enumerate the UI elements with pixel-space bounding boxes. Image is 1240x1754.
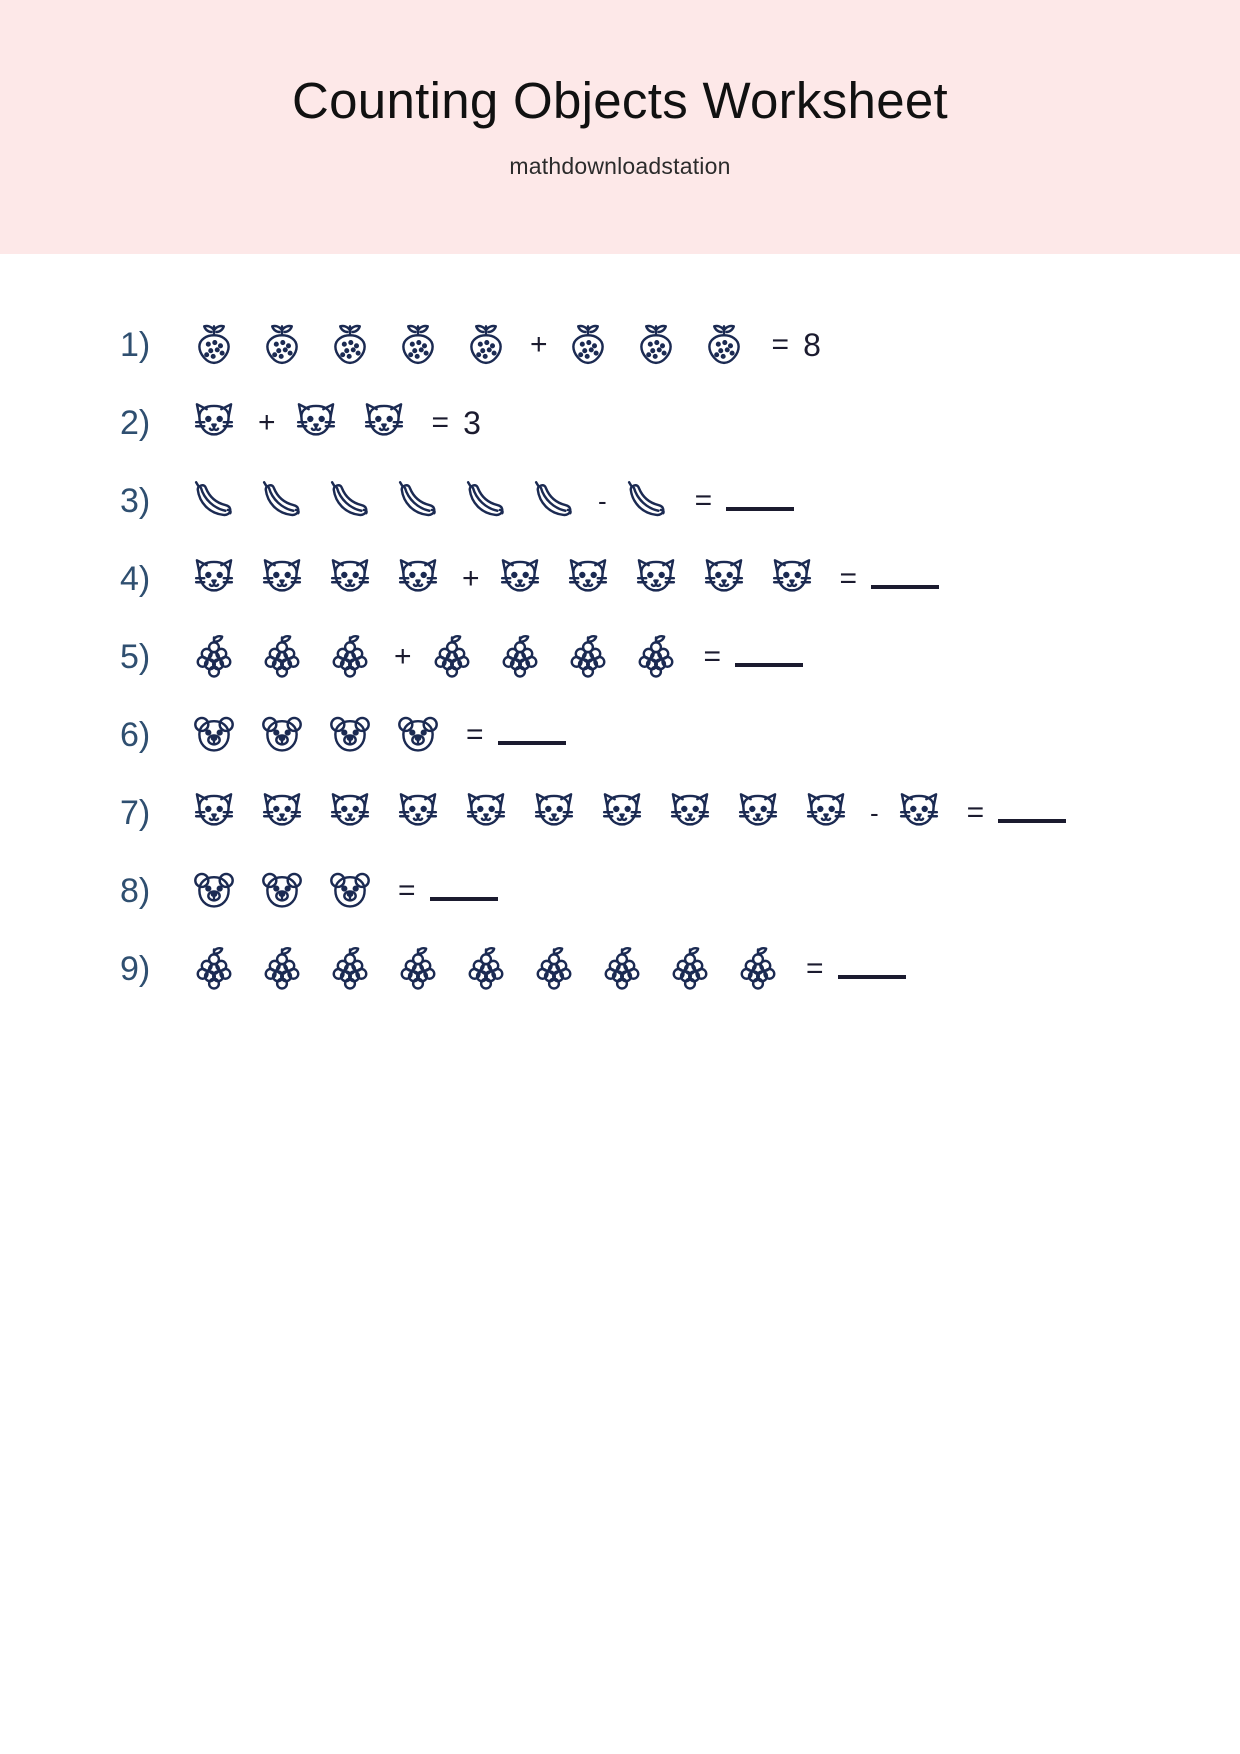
cat-face-icon — [562, 553, 614, 605]
cat-face-icon — [256, 787, 308, 839]
operator-symbol: + — [530, 328, 548, 361]
strawberry-icon — [630, 319, 682, 371]
banana-icon — [188, 475, 240, 527]
cat-face-icon — [358, 397, 410, 449]
object-group — [426, 631, 698, 683]
grapes-icon — [324, 943, 376, 995]
object-group — [188, 397, 256, 449]
cat-face-icon — [392, 787, 444, 839]
equals-symbol: = — [431, 406, 450, 439]
bear-face-icon — [188, 865, 240, 917]
cat-face-icon — [188, 553, 240, 605]
grapes-icon — [426, 631, 478, 683]
object-group — [188, 319, 528, 371]
grapes-icon — [664, 943, 716, 995]
banana-icon — [392, 475, 444, 527]
grapes-icon — [188, 631, 240, 683]
cat-face-icon — [290, 397, 342, 449]
answer-blank[interactable] — [735, 643, 803, 667]
strawberry-icon — [460, 319, 512, 371]
equals-symbol: = — [703, 640, 722, 673]
problem-body — [188, 943, 906, 995]
page-title: Counting Objects Worksheet — [291, 72, 948, 129]
banana-icon — [256, 475, 308, 527]
cat-face-icon — [528, 787, 580, 839]
equals-symbol: = — [839, 562, 858, 595]
problem-body — [188, 787, 1066, 839]
bear-face-icon — [392, 709, 444, 761]
problem-number: 6) — [120, 716, 151, 754]
object-group — [188, 943, 800, 995]
banana-icon — [621, 475, 673, 527]
equals-symbol: = — [694, 484, 713, 517]
problem-number: 9) — [120, 950, 151, 988]
equals-symbol: = — [398, 874, 416, 907]
problem-row — [0, 852, 1240, 930]
problem-row — [0, 540, 1240, 618]
cat-face-icon — [766, 553, 818, 605]
answer-blank[interactable] — [726, 487, 794, 511]
cat-face-icon — [494, 553, 546, 605]
grapes-icon — [460, 943, 512, 995]
banana-icon — [324, 475, 376, 527]
object-group — [188, 709, 460, 761]
answer-blank[interactable] — [998, 799, 1066, 823]
grapes-icon — [494, 631, 546, 683]
problem-number: 1) — [120, 326, 151, 364]
object-group — [188, 787, 868, 839]
answer-blank[interactable] — [430, 877, 498, 901]
problem-row — [0, 306, 1240, 384]
cat-face-icon — [324, 553, 376, 605]
cat-face-icon — [460, 787, 512, 839]
bear-face-icon — [324, 709, 376, 761]
object-group — [188, 631, 392, 683]
cat-face-icon — [732, 787, 784, 839]
grapes-icon — [732, 943, 784, 995]
object-group — [290, 397, 426, 449]
object-group — [621, 475, 689, 527]
problem-number: 8) — [120, 872, 151, 910]
page-subtitle: mathdownloadstation — [509, 152, 731, 179]
operator-symbol: - — [598, 486, 607, 516]
cat-face-icon — [800, 787, 852, 839]
cat-face-icon — [630, 553, 682, 605]
object-group — [562, 319, 766, 371]
worksheet-header — [0, 0, 1240, 254]
bear-face-icon — [256, 865, 308, 917]
bear-face-icon — [256, 709, 308, 761]
equals-symbol: = — [806, 952, 824, 985]
grapes-icon — [188, 943, 240, 995]
problem-number: 4) — [120, 560, 151, 598]
equals-symbol: = — [466, 718, 484, 751]
problem-body — [188, 865, 498, 917]
operator-symbol: + — [258, 406, 276, 439]
grapes-icon — [596, 943, 648, 995]
problem-body — [188, 631, 803, 683]
problem-body — [188, 709, 566, 761]
answer-blank[interactable] — [498, 721, 566, 745]
equals-symbol: = — [966, 796, 985, 829]
answer-value: 3 — [463, 405, 481, 441]
cat-face-icon — [256, 553, 308, 605]
strawberry-icon — [698, 319, 750, 371]
object-group — [188, 865, 392, 917]
problem-row — [0, 384, 1240, 462]
cat-face-icon — [324, 787, 376, 839]
grapes-icon — [528, 943, 580, 995]
strawberry-icon — [256, 319, 308, 371]
operator-symbol: + — [394, 640, 412, 673]
bear-face-icon — [188, 709, 240, 761]
grapes-icon — [392, 943, 444, 995]
strawberry-icon — [562, 319, 614, 371]
strawberry-icon — [188, 319, 240, 371]
grapes-icon — [630, 631, 682, 683]
answer-blank[interactable] — [871, 565, 939, 589]
cat-face-icon — [596, 787, 648, 839]
problem-row — [0, 618, 1240, 696]
problem-row — [0, 462, 1240, 540]
problem-row — [0, 930, 1240, 1008]
equals-symbol: = — [771, 328, 790, 361]
object-group — [188, 553, 460, 605]
problem-row — [0, 696, 1240, 774]
problem-number: 7) — [120, 794, 151, 832]
grapes-icon — [256, 943, 308, 995]
cat-face-icon — [188, 397, 240, 449]
problem-body — [188, 553, 939, 605]
problem-body — [188, 475, 794, 527]
grapes-icon — [324, 631, 376, 683]
banana-icon — [528, 475, 580, 527]
strawberry-icon — [324, 319, 376, 371]
problem-number: 2) — [120, 404, 151, 442]
grapes-icon — [256, 631, 308, 683]
problem-list — [0, 254, 1240, 1008]
problem-number: 3) — [120, 482, 151, 520]
cat-face-icon — [188, 787, 240, 839]
grapes-icon — [562, 631, 614, 683]
problem-body — [188, 397, 481, 449]
strawberry-icon — [392, 319, 444, 371]
object-group — [188, 475, 596, 527]
banana-icon — [460, 475, 512, 527]
operator-symbol: - — [870, 798, 879, 828]
object-group — [893, 787, 961, 839]
problem-body — [188, 319, 821, 371]
cat-face-icon — [664, 787, 716, 839]
problem-row — [0, 774, 1240, 852]
bear-face-icon — [324, 865, 376, 917]
operator-symbol: + — [462, 562, 480, 595]
answer-value: 8 — [803, 327, 821, 363]
object-group — [494, 553, 834, 605]
cat-face-icon — [698, 553, 750, 605]
cat-face-icon — [392, 553, 444, 605]
cat-face-icon — [893, 787, 945, 839]
problem-number: 5) — [120, 638, 151, 676]
answer-blank[interactable] — [838, 955, 906, 979]
